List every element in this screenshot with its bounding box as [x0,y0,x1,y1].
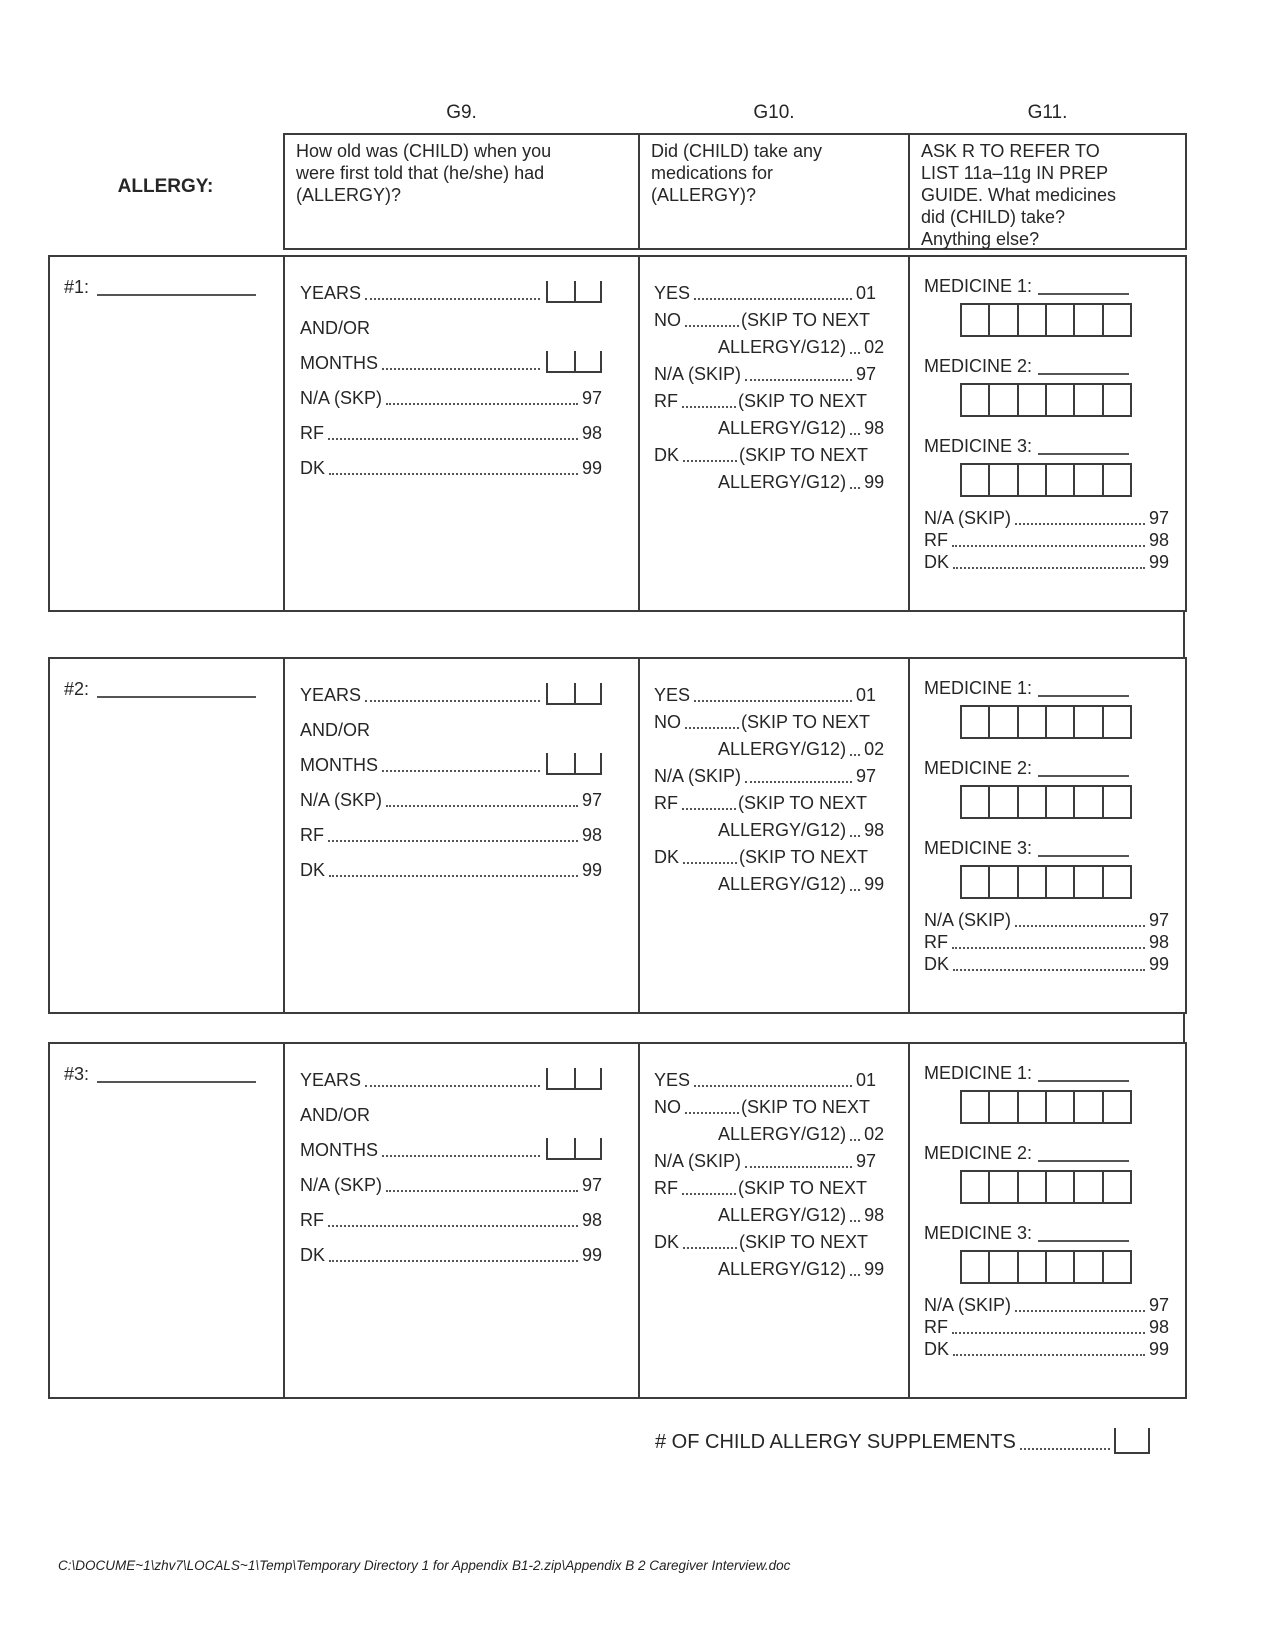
rf-option-code: 98 [864,418,885,438]
dotted-leader [1015,523,1145,525]
medicine-2-code-boxes[interactable] [960,1170,1132,1204]
digit-cell [990,867,1018,897]
medicine-1-label: MEDICINE 1: [924,276,1033,296]
na-option-code: 97 [855,364,876,384]
skip-instruction-cont: ALLERGY/G12) [718,1259,847,1279]
months-digit-box[interactable] [546,753,602,775]
medicine-3-write-line[interactable] [1038,855,1129,857]
dotted-leader [850,433,860,435]
medicine-1-label: MEDICINE 1: [924,678,1033,698]
dk-option-code: 99 [864,1259,885,1279]
allergy-name-write-line[interactable] [97,294,256,296]
no-option-code: 02 [864,337,885,357]
digit-cell [1019,1172,1047,1202]
skip-instruction: (SKIP TO NEXT [738,1178,868,1198]
rf-option-code: 98 [864,820,885,840]
g9-answer-cell [285,257,640,610]
digit-cell [962,707,990,737]
allergy-row [48,657,1187,1014]
allergy-number-label: #3: [64,1064,90,1084]
dotted-leader [694,1085,852,1087]
medicine-3-write-line[interactable] [1038,453,1129,455]
g11-answer-cell [910,659,1185,1012]
dotted-leader [694,700,852,702]
andor-label: AND/OR [300,318,371,338]
allergy-row [48,255,1187,612]
no-option-label: NO [654,712,681,732]
medicine-2-write-line[interactable] [1038,775,1129,777]
rf-option-label: RF [654,1178,678,1198]
dk-option-label: DK [924,552,950,572]
dotted-leader [850,835,860,837]
medicine-1-code-boxes[interactable] [960,1090,1132,1124]
digit-cell [990,385,1018,415]
years-label: YEARS [300,283,362,303]
dk-option-code: 99 [1148,954,1169,974]
document-path: C:\DOCUME~1\zhv7\LOCALS~1\Temp\Temporary Directory 1 for Appendix B1-2.zip\Appendix B 2 Caregiver Interview.doc [58,1558,791,1573]
dk-option-code: 99 [864,472,885,492]
g9-column-tag: G9. [446,102,477,123]
digit-cell [990,1092,1018,1122]
dk-option-label: DK [300,860,326,880]
digit-cell [1104,465,1130,495]
dk-option-label: DK [300,1245,326,1265]
digit-cell [1047,787,1075,817]
na-option-label: N/A (SKP) [300,790,383,810]
na-option-label: N/A (SKIP) [924,910,1012,930]
andor-label: AND/OR [300,720,371,740]
digit-cell [574,1068,602,1090]
digit-cell [1047,465,1075,495]
allergy-name-write-line[interactable] [97,1081,256,1083]
table-edge-line [1183,1012,1185,1044]
g10-answer-cell [640,257,910,610]
digit-cell [1019,385,1047,415]
medicine-2-write-line[interactable] [1038,373,1129,375]
dk-option-label: DK [924,1339,950,1359]
allergy-column-header: ALLERGY: [117,176,214,197]
rf-option-code: 98 [1148,530,1169,550]
rf-option-code: 98 [581,825,602,845]
months-label: MONTHS [300,353,378,373]
na-option-code: 97 [581,388,602,408]
dotted-leader [745,379,852,381]
dotted-leader [386,805,578,807]
digit-cell [962,1092,990,1122]
medicine-3-code-boxes[interactable] [960,463,1132,497]
dotted-leader [745,781,852,783]
na-option-label: N/A (SKIP) [924,508,1012,528]
allergy-row [48,1042,1187,1399]
dk-option-label: DK [654,847,680,867]
digit-cell [1075,867,1103,897]
no-option-code: 02 [864,1124,885,1144]
na-option-label: N/A (SKP) [300,388,383,408]
digit-cell [1019,1252,1047,1282]
skip-instruction: (SKIP TO NEXT [741,310,871,330]
skip-instruction-cont: ALLERGY/G12) [718,874,847,894]
dotted-leader [382,770,540,772]
digit-cell [1047,305,1075,335]
digit-cell [1019,867,1047,897]
dotted-leader [694,298,852,300]
allergy-number-label: #1: [64,277,90,297]
digit-cell [1047,707,1075,737]
digit-cell [574,753,602,775]
na-option-code: 97 [855,1151,876,1171]
dotted-leader [685,727,739,729]
supplements-line [655,1428,1150,1454]
dotted-leader [953,567,1145,569]
digit-cell [1104,305,1130,335]
rf-option-code: 98 [1148,1317,1169,1337]
medicine-2-label: MEDICINE 2: [924,758,1033,778]
digit-cell [1104,707,1130,737]
yes-option-code: 01 [855,685,876,705]
g11-answer-cell [910,1044,1185,1397]
dotted-leader [953,1354,1145,1356]
no-option-code: 02 [864,739,885,759]
dotted-leader [952,947,1145,949]
g9-answer-cell [285,659,640,1012]
dotted-leader [386,403,578,405]
table-edge-line [1183,610,1185,659]
digit-cell [962,305,990,335]
na-option-label: N/A (SKP) [300,1175,383,1195]
dk-option-label: DK [300,458,326,478]
yes-option-code: 01 [855,1070,876,1090]
dotted-leader [365,1085,540,1087]
question-header-row [283,133,1187,250]
allergy-name-cell [50,257,285,610]
dotted-leader [683,862,737,864]
na-option-label: N/A (SKIP) [654,766,742,786]
rf-option-label: RF [300,825,324,845]
na-option-code: 97 [855,766,876,786]
no-option-label: NO [654,310,681,330]
medicine-3-write-line[interactable] [1038,1240,1129,1242]
skip-instruction-cont: ALLERGY/G12) [718,472,847,492]
rf-option-label: RF [300,423,324,443]
g11-column-tag: G11. [1027,102,1068,123]
na-option-label: N/A (SKIP) [924,1295,1012,1315]
years-digit-box[interactable] [546,683,602,705]
dk-option-code: 99 [581,860,602,880]
medicine-1-write-line[interactable] [1038,695,1129,697]
medicine-2-code-boxes[interactable] [960,383,1132,417]
digit-cell [1075,305,1103,335]
g10-answer-cell [640,659,910,1012]
na-option-code: 97 [1148,1295,1169,1315]
medicine-3-label: MEDICINE 3: [924,436,1033,456]
digit-cell [1075,1252,1103,1282]
dotted-leader [365,700,540,702]
medicine-1-code-boxes[interactable] [960,303,1132,337]
digit-cell [574,351,602,373]
digit-cell [546,281,574,303]
skip-instruction-cont: ALLERGY/G12) [718,337,847,357]
skip-instruction: (SKIP TO NEXT [739,445,869,465]
digit-cell [962,1252,990,1282]
g10-answer-cell [640,1044,910,1397]
digit-cell [546,1138,574,1160]
digit-cell [1104,787,1130,817]
digit-cell [546,683,574,705]
dotted-leader [382,368,540,370]
dotted-leader [328,840,578,842]
years-digit-box[interactable] [546,1068,602,1090]
digit-cell [1047,867,1075,897]
dk-option-code: 99 [581,1245,602,1265]
dotted-leader [952,1332,1145,1334]
digit-cell [1019,305,1047,335]
years-label: YEARS [300,1070,362,1090]
months-label: MONTHS [300,1140,378,1160]
dotted-leader [365,298,540,300]
dotted-leader [328,438,578,440]
digit-cell [1047,1092,1075,1122]
digit-cell [990,707,1018,737]
rf-option-label: RF [300,1210,324,1230]
dotted-leader [850,889,860,891]
rf-option-code: 98 [581,1210,602,1230]
digit-cell [990,1252,1018,1282]
na-option-code: 97 [1148,910,1169,930]
allergy-name-cell [50,659,285,1012]
dk-option-code: 99 [864,874,885,894]
dotted-leader [329,875,578,877]
dotted-leader [386,1190,578,1192]
na-option-code: 97 [581,790,602,810]
na-option-label: N/A (SKIP) [654,1151,742,1171]
digit-cell [1019,1092,1047,1122]
skip-instruction-cont: ALLERGY/G12) [718,1124,847,1144]
digit-cell [962,465,990,495]
digit-cell [990,305,1018,335]
dotted-leader [685,325,739,327]
digit-cell [962,1172,990,1202]
yes-option-label: YES [654,283,691,303]
digit-cell [574,281,602,303]
dotted-leader [1015,925,1145,927]
dotted-leader [953,969,1145,971]
rf-option-label: RF [654,793,678,813]
digit-cell [990,787,1018,817]
na-option-code: 97 [581,1175,602,1195]
digit-cell [1075,465,1103,495]
digit-cell [1075,1172,1103,1202]
g9-question-cell: How old was (CHILD) when you were first told that (he/she) had (ALLERGY)? [285,135,640,248]
digit-cell [546,351,574,373]
digit-cell [1047,1172,1075,1202]
dotted-leader [850,487,860,489]
medicine-3-code-boxes[interactable] [960,865,1132,899]
digit-cell [990,1172,1018,1202]
digit-cell [1075,1092,1103,1122]
rf-option-code: 98 [1148,932,1169,952]
dotted-leader [682,1193,736,1195]
skip-instruction-cont: ALLERGY/G12) [718,1205,847,1225]
skip-instruction: (SKIP TO NEXT [738,793,868,813]
digit-cell [1075,707,1103,737]
rf-option-code: 98 [581,423,602,443]
dk-option-label: DK [924,954,950,974]
months-label: MONTHS [300,755,378,775]
allergy-name-cell [50,1044,285,1397]
digit-cell [990,465,1018,495]
rf-option-label: RF [924,932,948,952]
medicine-2-code-boxes[interactable] [960,785,1132,819]
digit-cell [1104,385,1130,415]
g11-question-cell: ASK R TO REFER TO LIST 11a–11g IN PREP GUIDE. What medicines did (CHILD) take? Anything else? [921,141,1117,249]
skip-instruction: (SKIP TO NEXT [739,1232,869,1252]
medicine-3-label: MEDICINE 3: [924,838,1033,858]
digit-cell [546,1068,574,1090]
dotted-leader [850,352,860,354]
years-label: YEARS [300,685,362,705]
no-option-label: NO [654,1097,681,1117]
medicine-2-label: MEDICINE 2: [924,1143,1033,1163]
yes-option-code: 01 [855,283,876,303]
rf-option-label: RF [924,530,948,550]
dotted-leader [1020,1448,1110,1450]
dotted-leader [382,1155,540,1157]
dotted-leader [745,1166,852,1168]
dotted-leader [329,473,578,475]
medicine-1-label: MEDICINE 1: [924,1063,1033,1083]
na-option-label: N/A (SKIP) [654,364,742,384]
digit-cell [962,867,990,897]
digit-cell [1047,1252,1075,1282]
g11-answer-cell [910,257,1185,610]
g10-question-cell: Did (CHILD) take any medications for (ALLERGY)? [640,135,910,248]
digit-cell [1019,465,1047,495]
supplements-label: # OF CHILD ALLERGY SUPPLEMENTS [655,1431,1016,1453]
dotted-leader [682,406,736,408]
skip-instruction: (SKIP TO NEXT [741,712,871,732]
dotted-leader [952,545,1145,547]
yes-option-label: YES [654,685,691,705]
rf-option-label: RF [924,1317,948,1337]
digit-cell [574,683,602,705]
months-digit-box[interactable] [546,1138,602,1160]
skip-instruction: (SKIP TO NEXT [739,847,869,867]
skip-instruction: (SKIP TO NEXT [741,1097,871,1117]
months-digit-box[interactable] [546,351,602,373]
digit-cell [1075,787,1103,817]
dotted-leader [683,460,737,462]
supplements-count-box[interactable] [1114,1428,1150,1454]
digit-cell [1104,1172,1130,1202]
dk-option-code: 99 [581,458,602,478]
dk-option-code: 99 [1148,1339,1169,1359]
skip-instruction-cont: ALLERGY/G12) [718,820,847,840]
digit-cell [1075,385,1103,415]
digit-cell [1019,707,1047,737]
yes-option-label: YES [654,1070,691,1090]
dotted-leader [850,1220,860,1222]
skip-instruction-cont: ALLERGY/G12) [718,418,847,438]
years-digit-box[interactable] [546,281,602,303]
digit-cell [546,753,574,775]
dotted-leader [850,754,860,756]
medicine-3-label: MEDICINE 3: [924,1223,1033,1243]
medicine-1-code-boxes[interactable] [960,705,1132,739]
digit-cell [1104,1092,1130,1122]
dk-option-label: DK [654,1232,680,1252]
allergy-number-label: #2: [64,679,90,699]
dotted-leader [328,1225,578,1227]
rf-option-code: 98 [864,1205,885,1225]
medicine-3-code-boxes[interactable] [960,1250,1132,1284]
dotted-leader [682,808,736,810]
dotted-leader [683,1247,737,1249]
medicine-1-write-line[interactable] [1038,293,1129,295]
g10-column-tag: G10. [753,102,795,123]
digit-cell [1047,385,1075,415]
digit-cell [1104,867,1130,897]
digit-cell [962,385,990,415]
dotted-leader [685,1112,739,1114]
digit-cell [1104,1252,1130,1282]
na-option-code: 97 [1148,508,1169,528]
dotted-leader [329,1260,578,1262]
g9-answer-cell [285,1044,640,1397]
dk-option-label: DK [654,445,680,465]
dotted-leader [850,1139,860,1141]
skip-instruction-cont: ALLERGY/G12) [718,739,847,759]
andor-label: AND/OR [300,1105,371,1125]
skip-instruction: (SKIP TO NEXT [738,391,868,411]
medicine-1-write-line[interactable] [1038,1080,1129,1082]
digit-cell [962,787,990,817]
dotted-leader [1015,1310,1145,1312]
medicine-2-write-line[interactable] [1038,1160,1129,1162]
digit-cell [1019,787,1047,817]
medicine-2-label: MEDICINE 2: [924,356,1033,376]
dotted-leader [850,1274,860,1276]
allergy-name-write-line[interactable] [97,696,256,698]
rf-option-label: RF [654,391,678,411]
dk-option-code: 99 [1148,552,1169,572]
digit-cell [574,1138,602,1160]
